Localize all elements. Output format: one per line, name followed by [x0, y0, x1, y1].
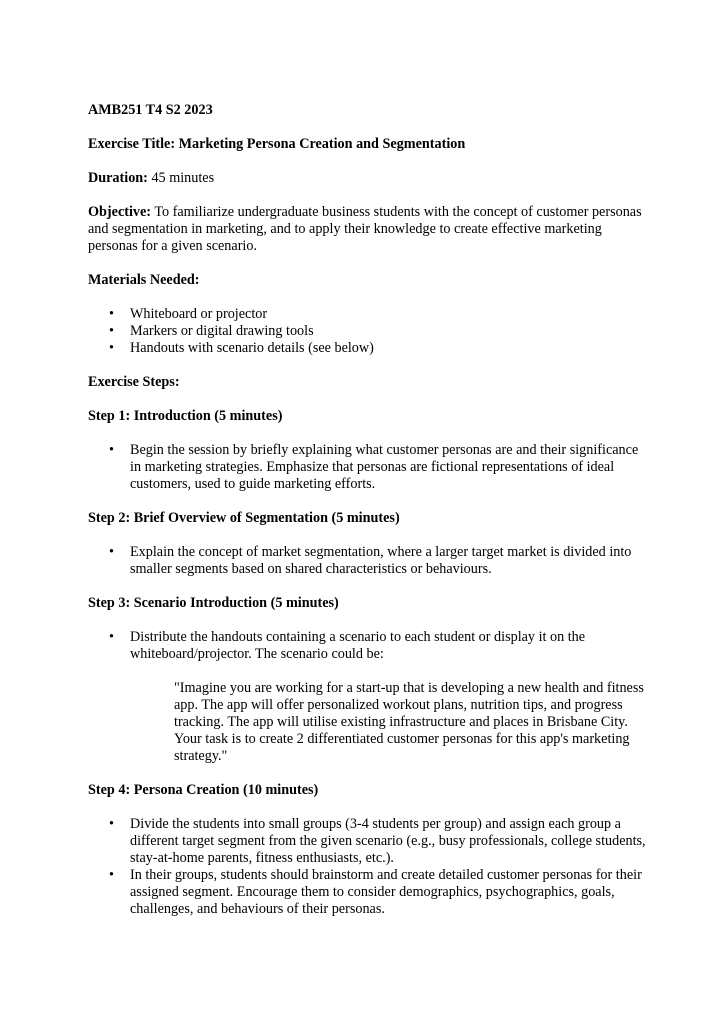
bullet-icon: • [109, 629, 114, 645]
scenario-quote: "Imagine you are working for a start-up that is developing a new health and fitness app. The app will offer personalized workout plans, nutrition tips, and progress tracking. The app will utilise existing infrastructure and places in Brisbane City. Your task is to create 2 differentiated customer personas for this app's marketing strategy." [174, 680, 644, 764]
list-item-text: Markers or digital drawing tools [130, 323, 314, 339]
list-item-text: Distribute the handouts containing a scenario to each student or display it on the whiteboard/projector. The scenario could be: [130, 629, 586, 662]
list-item-text: Explain the concept of market segmentation, where a larger target market is divided into smaller segments based on shared characteristics or behaviours. [130, 544, 632, 577]
list-item-text: Divide the students into small groups (3-4 students per group) and assign each group a different target segment from the given scenario (e.g., busy professionals, college students, stay-at-home parents, fitness enthusiasts, etc.). [130, 816, 646, 866]
bullet-icon: • [109, 323, 114, 339]
duration-value: 45 minutes [147, 170, 215, 186]
step-4-list [88, 816, 648, 918]
objective-label: Objective: [88, 204, 152, 220]
bullet-icon: • [109, 340, 114, 356]
materials-heading: Materials Needed: [88, 272, 200, 288]
objective-text: To familiarize undergraduate business students with the concept of customer personas and segmentation in marketing, and to apply their knowledge to create effective marketing personas for a given scenario. [88, 204, 642, 254]
list-item [88, 442, 648, 493]
duration-line [88, 170, 648, 187]
list-item [88, 867, 648, 918]
bullet-icon: • [109, 816, 114, 832]
objective-paragraph [88, 204, 648, 255]
step-1-list [88, 442, 648, 493]
exercise-title: Exercise Title: Marketing Persona Creation and Segmentation [88, 136, 466, 152]
step-3-list [88, 629, 648, 663]
document-page [88, 102, 648, 918]
step-1-heading: Step 1: Introduction (5 minutes) [88, 408, 283, 424]
bullet-icon: • [109, 544, 114, 560]
list-item [88, 323, 648, 340]
list-item [88, 340, 648, 357]
list-item-text: Handouts with scenario details (see below) [130, 340, 374, 356]
list-item [88, 816, 648, 867]
list-item-text: Begin the session by briefly explaining what customer personas are and their significance in marketing strategies. Emphasize that personas are fictional representations of ideal customers, used to guide marketing efforts. [130, 442, 639, 492]
list-item-text: In their groups, students should brainstorm and create detailed customer personas for their assigned segment. Encourage them to consider demographics, psychographics, goals, challenges, and behaviours of their personas. [130, 867, 642, 917]
list-item [88, 306, 648, 323]
step-3-heading: Step 3: Scenario Introduction (5 minutes) [88, 595, 339, 611]
step-2-list [88, 544, 648, 578]
bullet-icon: • [109, 867, 114, 883]
step-4-heading: Step 4: Persona Creation (10 minutes) [88, 782, 319, 798]
bullet-icon: • [109, 306, 114, 322]
list-item-text: Whiteboard or projector [130, 306, 268, 322]
duration-label: Duration: [88, 170, 148, 186]
course-code: AMB251 T4 S2 2023 [88, 102, 213, 118]
list-item [88, 544, 648, 578]
exercise-steps-heading: Exercise Steps: [88, 374, 180, 390]
step-2-heading: Step 2: Brief Overview of Segmentation (5 minutes) [88, 510, 400, 526]
materials-list [88, 306, 648, 357]
list-item [88, 629, 648, 663]
bullet-icon: • [109, 442, 114, 458]
